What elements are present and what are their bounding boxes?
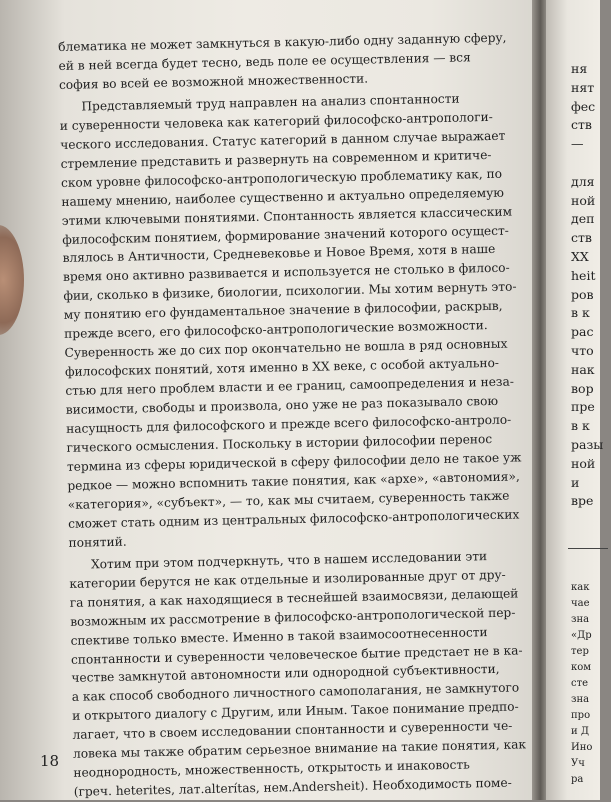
text-line: му понятию его фундаментальное значение в философии, раскрыв, <box>63 299 503 323</box>
text-line: висимости, свободы и произвола, оно уже не раз показывало свою <box>65 393 499 418</box>
right-page-upper-text <box>571 60 611 511</box>
text-line: ловека мы также обратим серьезное внимание на такие понятия, как <box>72 737 527 762</box>
text-line: га понятия, а как находящиеся в теснейшей взаимосвязи, делающей <box>69 586 519 610</box>
right-page-fragment: ств <box>571 230 592 246</box>
book-gutter <box>532 0 546 800</box>
text-line: ческого исследования. Статус категорий в данном случае выражает <box>60 128 506 152</box>
right-page-fragment: нак <box>571 361 595 377</box>
text-line: прежде всего, его философско-антропологические возможности. <box>64 318 488 342</box>
right-page-fragment: — <box>571 136 584 152</box>
finger-shadow <box>0 225 24 335</box>
text-line: ском уровне философско-антропологическую проблематику как, по <box>60 166 503 190</box>
text-line: термина из сферы юридической в сферу философии дело не такое уж <box>66 450 522 474</box>
right-page-fragment: heit <box>571 267 596 283</box>
right-page-footnote-fragment: Уч <box>571 758 585 769</box>
page-number: 18 <box>40 752 60 770</box>
text-line: понятий. <box>68 534 127 550</box>
footnote-rule <box>568 548 608 549</box>
right-page-fragment: и <box>571 474 580 490</box>
right-page-fragment: ня <box>571 61 588 76</box>
text-line: честве замкнутой автономности или однородной субъективности, <box>71 662 500 686</box>
text-line: «категория», «субъект», — то, как мы считаем, суверенность также <box>67 488 510 512</box>
text-line: спективе только вместе. Именно в такой взаимосоотнесенности <box>70 624 488 648</box>
text-line: спонтанности и суверенности человеческое бытие предстает не в ка- <box>70 642 523 667</box>
right-page-fragment: что <box>571 342 594 358</box>
right-page-fragment: XX <box>571 248 589 264</box>
text-line: возможным их рассмотрение в философско-антропологической пер- <box>70 605 516 629</box>
right-page-fragment: деп <box>571 211 595 227</box>
text-line: гического осмысления. Поскольку в истории философии перенос <box>66 432 493 455</box>
text-line: философских понятий, хотя именно в XX веке, с особой актуально- <box>64 356 500 380</box>
right-page-footnote-fragment: зна <box>571 694 590 705</box>
right-page-fragment: пре <box>571 399 595 415</box>
text-line: неоднородность, множественность, открытость и инаковость <box>73 757 470 781</box>
text-line: Представляемый труд направлен на анализ спонтанности <box>81 91 460 114</box>
text-line: философским понятием, формирование значений которого осущест- <box>62 223 509 247</box>
text-line: блематика не может замкнуться в какую-либо одну заданную сферу, <box>58 30 507 54</box>
text-line: Хотим при этом подчеркнуть, что в нашем исследовании эти <box>90 548 488 572</box>
right-page-fragment: рас <box>571 324 594 340</box>
text-line: (греч. heterites, лат.alterítas, нем.Andersheit). Необходимость поме- <box>73 775 512 800</box>
text-line: Суверенность же до сих пор окончательно не вошла в ряд основных <box>64 336 508 361</box>
right-page-fragment: фес <box>571 98 596 114</box>
text-line: сможет стать одним из центральных философско-антропологических <box>68 507 520 531</box>
text-line: редкое — можно вспомнить такие понятия, как «архе», «автономия», <box>67 469 520 493</box>
right-page-fragment: ной <box>571 192 596 208</box>
right-page-fragment: нят <box>571 79 595 95</box>
text-line: насущность для философского и прежде всего философско-антроло- <box>66 412 512 436</box>
text-line: стью для него проблем власти и ее границ, самоопределения и неза- <box>65 374 515 399</box>
text-line: нашему мнению, наиболее существенно и актуально определяемую <box>61 185 505 209</box>
right-page-footnote-fragment: чае <box>571 598 590 609</box>
right-page-footnote-fragment: ком <box>571 662 592 673</box>
right-page-footnote-fragment: про <box>571 710 591 721</box>
text-line: софия во всей ее возможной множественности. <box>58 71 369 92</box>
right-page-fragment: в к <box>571 418 590 434</box>
right-page-fragment: в к <box>571 305 590 321</box>
text-line: категории берутся не как отдельные и изолированные друг от дру- <box>69 567 506 591</box>
text-line: и суверенности человека как категорий философско-антропологи- <box>59 109 493 133</box>
right-page-footnote-fragment: «Др <box>571 630 592 641</box>
right-page-fragment <box>571 154 611 173</box>
text-line: и открытого диалогу с Другим, или Иным. Такое понимание предпо- <box>72 699 519 724</box>
right-page-footnote-fragment: Ино <box>571 742 593 753</box>
right-page-footnote-fragment: зна <box>571 614 590 625</box>
right-page-footnote-fragment: и Д <box>571 726 589 737</box>
right-page-fragment: ров <box>571 286 594 302</box>
right-page-footnote-fragment: тер <box>571 646 589 657</box>
text-line: стремление представить и развернуть на современном и критиче- <box>60 147 492 171</box>
right-page-fragment: ств <box>571 117 592 133</box>
right-page-fragment: ной <box>571 455 596 471</box>
text-line: лагает, что в своем исследовании спонтанности и суверенности че- <box>72 718 513 743</box>
text-line: влялось в Античности, Средневековье и Новое Время, хотя в наше <box>62 242 496 266</box>
right-page-fragment: разы <box>571 436 604 452</box>
right-page-lower-text <box>571 580 611 788</box>
right-page-footnote-fragment: как <box>571 582 590 593</box>
right-page-footnote-fragment: ра <box>571 774 584 785</box>
text-line: время оно активно развивается и используется не столько в филосо- <box>62 261 510 285</box>
text-line: фии, сколько в физике, биологии, психологии. Мы хотим вернуть это- <box>63 279 517 304</box>
right-page-footnote-fragment: сте <box>571 678 589 689</box>
text-line: этими ключевыми понятиями. Спонтанность является классическим <box>61 204 513 228</box>
body-text <box>58 29 526 802</box>
right-page-fragment: для <box>571 173 595 189</box>
text-line: а как способ свободного личностного самополагания, не замкнутого <box>71 680 520 705</box>
text-line: ей в ней всегда будет тесно, ведь поле ее осуществления — вся <box>58 50 471 73</box>
right-page-fragment: вре <box>571 493 594 509</box>
right-page-fragment: вор <box>571 380 594 396</box>
